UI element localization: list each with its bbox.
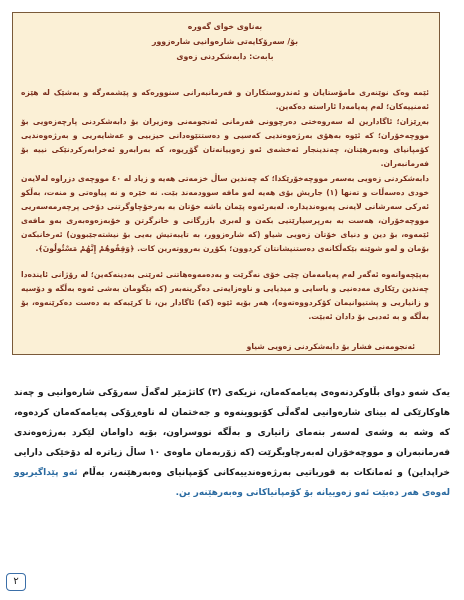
letter-subject: بابەت: دابەشکردنی زەوی	[176, 52, 274, 61]
letter-paragraph-intro: ئێمە وەک نوێنەری مامۆستایان و ئەندروستکاران و فەرمانبەرانی سنوورەکە و پێشمەرگە و بەشێک لە هێزە ئەمنییەکان؛ لەم پەیامەدا ئاراستە دەکەین.	[21, 88, 429, 111]
letter-paragraph-warning: بەپێچەوانەوە ئەگەر لەم پەیامەمان چێی خۆی نەگرێت و بەدەمەوەهاتنی ئەرێنی بەدینەکەین؛ لە رۆژانی ئایندەدا چەندین رێکاری مەدەنیی و یاسایی و میدیایی و ناوەزایەتی دەگرینەبەر (کە بێگومان بەشی ئەوە بەڵگە و دۆسیە و زانیاریی و پشتیوانیمان کۆکردووەتەوە)، هەر بۆیە ئێوە (کە) ئاگادار بن، تا کرێبەکە بە دەست دەکرێنەوە، بۆ بەڵگە و بە ئەدبی بۆ دادان ئەبێت.	[21, 270, 429, 321]
letter-recipient: بۆ/ سەرۆکایەتی شارەوانیی شارەزوور	[151, 37, 299, 46]
letter-paragraph-demand: دابەشکردنی زەویی بەسەر مووچەخۆرێکدا؛ کە چەندین ساڵ خزمەتی هەیە و زیاد لە ٤٠ مووچەی دزراوە لەلایەن خودی دەسەڵات و تەنها (١) جاریش بۆی هەیە لەو مافە سوودمەند بێت. نە خێرە و نە پیاوەتی و منەت، بەڵکو ئەرکی سەرشانی لایەنی پەیوەندیدارە. لەبەرئەوە پێمان باشە خۆتان بە بەرخۆچاوگرتنی دۆخی پرچەرمەسەریی مووچەخۆران، هەست بە بەرپرسیارێتیی بکەن و لەبری بازرگانی و خانرگرتن و خۆبەزەوەبەری بەو مافەی ئێمەوە، بۆ دین و دنیای خۆتان زەویی شیاو (کە شارەزوور، بە تایبەتیش بەیی بۆ نیشتەجێبوون) ئەرخانبکەن بۆمان و لەو شوێنە بێکەڵکانەی دەستنیشانتان کردوون؛ بکۆڕن بەرووتەرین کات. ﴿وَقِفُوهُمْ إِنَّهُمْ مَسْئُولُونَ﴾.	[21, 174, 429, 253]
letter-paragraph-background: بەڕێزان؛ ئاگادارین لە سەروەختی دەرچوونی فەرمانی ئەنجومەنی وەزیران بۆ دابەشکردنی پارچەزەویی بۆ مووچەخۆران؛ کە ئێوە بەهۆی بەرژەوەندیی کەسیی و دەستتێوەدانی حیزبیی و عەشایەریی و بەرژەوەندیی کۆمپانیای وەبەرهێنان، چەندینجار ئەخشەی ئەو زەویيانەتان گۆڕیوە، کە بەرابەرو ئەخرابەرکردنێکی نییە بۆ فەرمانبەران.	[21, 117, 429, 168]
letter-bismillah: بەناوی خوای گەورە	[187, 22, 263, 31]
page-number: ٢	[6, 573, 26, 591]
article-paragraph	[14, 383, 450, 503]
letter-image	[12, 12, 440, 355]
article-highlight-text: ئەو پێداگیربوو لەوەی هەر دەبێت ئەو زەوییانە بۆ کۆمپانیاکانی وەبەرهێنەر بن.	[14, 468, 450, 498]
letter-signature: ئەنجومەنی فشار بۆ دابەشکردنی زەویی شیاو	[246, 342, 415, 351]
article-text: یەک شەو دوای بڵاوکردنەوەی پەیامەکەمان، نزیکەی (٣) کاتژمێر لەگەڵ سەرۆکی شارەوانیی و چەند هاوکارێکی لە بینای شارەوانیی لەگەڵی کۆبووینەوە و جەختمان لە ناوەڕۆکی پەیامەکەمان کردەوە، کە وشە بە وشەی لەسەر بنەمای زانیاری و بەڵگە نووسراون، بۆیە داوامان لێکرد بەرژەوەندی فەرمانبەران و مووچەخۆران لەبەرچاوبگرێت (کە زۆربەمان ماوەی ١٠ ساڵ زیاترە لە دۆخێکی دارایی خراپداین) و ئەمانکات بە قورباتیی بەرژەوەندییەکانی کۆمپانیای وەبەرهێنەر، بەڵام	[14, 388, 450, 478]
